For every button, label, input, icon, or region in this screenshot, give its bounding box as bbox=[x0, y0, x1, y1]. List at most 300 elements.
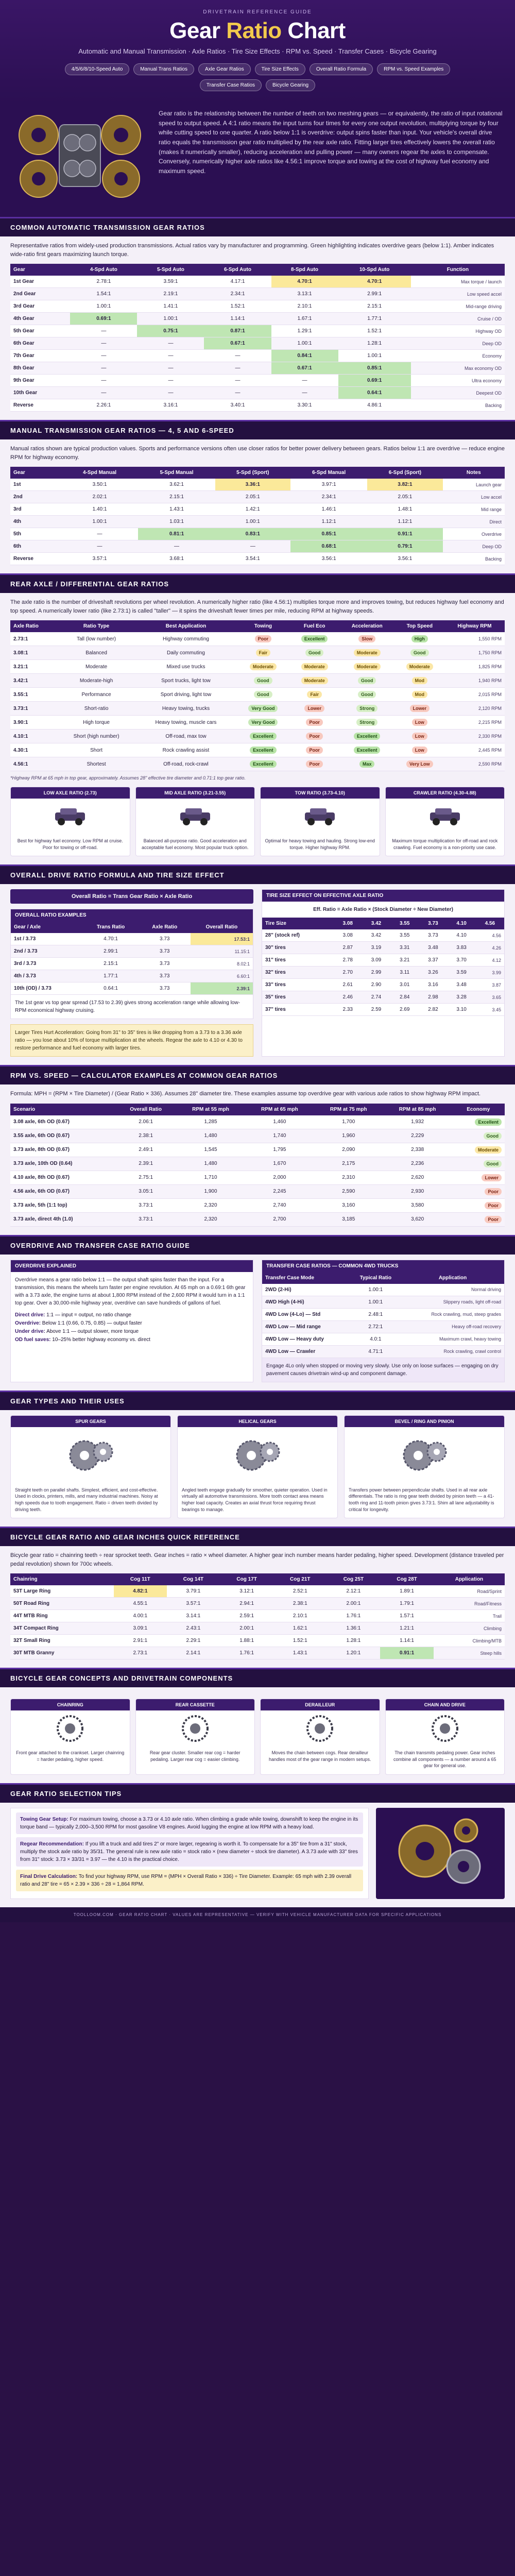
table-cell: 0.68:1 bbox=[290, 540, 367, 553]
column-header: 4.10 bbox=[448, 918, 476, 929]
table-cell: 44T MTB Ring bbox=[10, 1610, 114, 1622]
table-cell: 3.36:1 bbox=[215, 479, 290, 491]
table-cell: 2.12:1 bbox=[327, 1585, 381, 1598]
table-cell bbox=[236, 743, 290, 757]
table-cell bbox=[452, 1171, 505, 1184]
table-cell: Cruise / OD bbox=[411, 313, 505, 325]
table-cell: 1,545 bbox=[176, 1143, 245, 1157]
table-cell: — bbox=[137, 362, 204, 375]
table-cell: 2.49:1 bbox=[115, 1143, 176, 1157]
table-cell: 6.60:1 bbox=[191, 970, 253, 982]
table-cell: — bbox=[61, 528, 138, 540]
table-cell: 1,960 bbox=[314, 1129, 383, 1143]
concept-cards bbox=[10, 1699, 505, 1775]
table-cell: 2,015 RPM bbox=[444, 688, 505, 702]
table-cell: 1.21:1 bbox=[380, 1622, 434, 1635]
table-row bbox=[10, 276, 505, 288]
table-cell: 1,795 bbox=[245, 1143, 314, 1157]
table-cell: 1.28:1 bbox=[327, 1635, 381, 1647]
table-cell: 3.90:1 bbox=[10, 716, 57, 730]
table-cell: 2,338 bbox=[383, 1143, 452, 1157]
table-cell: 2,320 bbox=[176, 1198, 245, 1212]
column-header: Cog 11T bbox=[114, 1573, 167, 1585]
table-row bbox=[262, 1296, 504, 1308]
table-cell: 4.0:1 bbox=[350, 1333, 402, 1345]
table-row bbox=[10, 503, 505, 516]
table-cell: 1,480 bbox=[176, 1157, 245, 1171]
concept-text: Moves the chain between cogs. Rear derailleur handles most of the gear range in modern setups. bbox=[268, 1750, 371, 1762]
table-cell: 0.91:1 bbox=[367, 528, 442, 540]
table-cell: 3.65 bbox=[476, 991, 504, 1004]
table-cell: 17.53:1 bbox=[191, 933, 253, 945]
table-row bbox=[11, 933, 253, 945]
table-cell bbox=[290, 757, 339, 771]
concepts-section bbox=[0, 1687, 515, 1783]
table-cell: 2,740 bbox=[245, 1198, 314, 1212]
axle-description: The axle ratio is the number of driveshaft revolutions per wheel revolution. A numerically higher ratio (like 4.56:1) multiplies torque more and improves towing, but reduces highway fuel economy and top speed. A numerically lower ratio (like 2.73:1) is called "taller" — it spins the driveshaft fewer times per mile, reducing RPM at highway speeds. bbox=[10, 599, 504, 614]
table-cell: 30T MTB Granny bbox=[10, 1647, 114, 1659]
rating-pill: Moderate bbox=[406, 663, 433, 670]
table-cell: 1.42:1 bbox=[215, 503, 290, 516]
bevel-gear-icon bbox=[345, 1427, 504, 1484]
manual-description: Manual ratios shown are typical production values. Sports and performance versions often use closer ratios for better power delivery between gears. Ratios below 1:1 are overdrive — reduce engine RPM for highway economy. bbox=[10, 446, 505, 461]
table-cell: 2.70 bbox=[334, 967, 362, 979]
table-cell: 3.57:1 bbox=[61, 553, 138, 565]
topic-chip[interactable]: Manual Trans Ratios bbox=[133, 63, 194, 75]
table-cell: 1.43:1 bbox=[273, 1647, 327, 1659]
table-cell: 2,330 RPM bbox=[444, 730, 505, 743]
table-cell: 4.56 axle, 6th OD (0.67) bbox=[10, 1184, 115, 1198]
table-cell: 3,620 bbox=[383, 1212, 452, 1226]
table-cell: 3.11 bbox=[390, 967, 419, 979]
larger-tires-callout: Larger Tires Hurt Acceleration: Going from 31" to 35" tires is like dropping from a 3.73 to a 3.36 axle ratio — you lose about 10% of torque multiplication at the wheels. Regear the axle to 4.10 or 4.30 to restore performance and fuel economy with larger tires. bbox=[10, 1024, 253, 1057]
table-cell: 1.00:1 bbox=[271, 337, 338, 350]
rating-pill: Good bbox=[254, 677, 272, 684]
table-cell bbox=[452, 1157, 505, 1171]
rating-pill: Poor bbox=[485, 1216, 502, 1223]
table-cell: 32" tires bbox=[262, 967, 334, 979]
table-cell: Road/Sprint bbox=[434, 1585, 505, 1598]
axle-card-title: TOW RATIO (3.73-4.10) bbox=[261, 787, 380, 799]
table-cell: 2.10:1 bbox=[271, 300, 338, 313]
table-cell: 1.29:1 bbox=[271, 325, 338, 337]
table-cell: 1.43:1 bbox=[138, 503, 215, 516]
table-cell: 0.64:1 bbox=[338, 387, 411, 399]
table-cell: 3.09 bbox=[362, 954, 390, 967]
overdrive-item-text: Below 1:1 (0.66, 0.75, 0.85) — output faster bbox=[41, 1320, 142, 1326]
table-cell: 0.81:1 bbox=[138, 528, 215, 540]
table-row bbox=[262, 1284, 504, 1296]
table-cell: 1.62:1 bbox=[273, 1622, 327, 1635]
table-cell: 3.56:1 bbox=[290, 553, 367, 565]
axle-card-text: Best for highway fuel economy. Low RPM at cruise. Poor for towing or off-road. bbox=[17, 838, 123, 850]
table-cell: 2nd bbox=[10, 491, 61, 503]
table-cell: Sport trucks, light tow bbox=[135, 674, 236, 688]
table-row bbox=[262, 1345, 504, 1358]
table-cell: 1.03:1 bbox=[138, 516, 215, 528]
table-cell: 2.46 bbox=[334, 991, 362, 1004]
table-row bbox=[10, 646, 505, 660]
column-header: Application bbox=[434, 1573, 505, 1585]
table-cell: Rock crawling, crawl control bbox=[401, 1345, 504, 1358]
tip-text: To find your highway RPM, use RPM = (MPH × Overall Ratio × 336) ÷ Tire Diameter. Example: 65 mph with 2.39 overall ratio and 28" tire = 65 × 2.39 × 336 ÷ 28 = 1,864 RPM. bbox=[20, 1874, 352, 1888]
table-cell: 4.26 bbox=[476, 942, 504, 954]
overdrive-item-label: Overdrive: bbox=[15, 1320, 41, 1326]
table-cell: 1.46:1 bbox=[290, 503, 367, 516]
table-cell: Low speed accel bbox=[411, 288, 505, 300]
column-header: Tire Size bbox=[262, 918, 334, 929]
table-row bbox=[262, 967, 504, 979]
overall-examples-box bbox=[10, 909, 253, 1019]
selection-tip bbox=[16, 1812, 363, 1834]
table-cell: 9th Gear bbox=[10, 375, 70, 387]
table-cell: 0.67:1 bbox=[271, 362, 338, 375]
table-cell: — bbox=[204, 362, 271, 375]
table-row bbox=[10, 491, 505, 503]
table-cell: — bbox=[204, 350, 271, 362]
axle-card bbox=[10, 787, 130, 856]
column-header: RPM at 65 mph bbox=[245, 1104, 314, 1115]
topic-chip[interactable]: RPM vs. Speed Examples bbox=[377, 63, 450, 75]
table-cell: 2.00:1 bbox=[327, 1598, 381, 1610]
gear-type-card bbox=[10, 1415, 171, 1518]
rating-pill: Excellent bbox=[354, 733, 381, 740]
rating-pill: Strong bbox=[356, 705, 377, 712]
table-cell: 0.85:1 bbox=[290, 528, 367, 540]
table-row bbox=[10, 528, 505, 540]
table-row bbox=[10, 688, 505, 702]
table-cell: — bbox=[70, 375, 137, 387]
table-cell: 1.00:1 bbox=[61, 516, 138, 528]
table-cell: Moderate-high bbox=[57, 674, 135, 688]
table-cell: 2.99 bbox=[362, 967, 390, 979]
table-header-row bbox=[10, 467, 505, 479]
table-cell: 3.73 axle, 5th (1:1 top) bbox=[10, 1198, 115, 1212]
table-cell: Low accel bbox=[443, 491, 505, 503]
table-cell: 2.82 bbox=[419, 1004, 447, 1016]
table-cell: Backing bbox=[443, 553, 505, 565]
table-cell: — bbox=[137, 337, 204, 350]
table-cell: 3.19 bbox=[362, 942, 390, 954]
axle-card-text: Balanced all-purpose ratio. Good acceleration and acceptable fuel economy. Most popular truck option. bbox=[142, 838, 249, 850]
column-header: Acceleration bbox=[339, 620, 395, 632]
table-cell: 2.99:1 bbox=[338, 288, 411, 300]
table-cell: 2.06:1 bbox=[115, 1115, 176, 1129]
table-cell: 2.94:1 bbox=[220, 1598, 273, 1610]
table-cell: 2.39:1 bbox=[115, 1157, 176, 1171]
table-cell: 2.61 bbox=[334, 979, 362, 991]
table-cell: 1,932 bbox=[383, 1115, 452, 1129]
table-cell: 3.12:1 bbox=[220, 1585, 273, 1598]
table-cell: 3.97:1 bbox=[290, 479, 367, 491]
table-cell: 4.82:1 bbox=[114, 1585, 167, 1598]
overdrive-item bbox=[15, 1328, 249, 1336]
table-cell bbox=[395, 743, 444, 757]
table-row bbox=[10, 1129, 505, 1143]
table-row bbox=[10, 1115, 505, 1129]
axle-ratio-table bbox=[10, 620, 505, 771]
table-cell: 2.29:1 bbox=[167, 1635, 220, 1647]
table-cell: 2,175 bbox=[314, 1157, 383, 1171]
table-cell: 1.40:1 bbox=[61, 503, 138, 516]
chainring-icon bbox=[11, 1710, 130, 1747]
table-cell bbox=[236, 674, 290, 688]
transfer-case-table bbox=[262, 1272, 504, 1358]
topic-chip[interactable]: Tire Size Effects bbox=[255, 63, 305, 75]
table-row bbox=[10, 1184, 505, 1198]
table-cell: 3rd / 3.73 bbox=[11, 958, 82, 970]
table-cell: 3.87 bbox=[476, 979, 504, 991]
topic-chip[interactable]: Axle Gear Ratios bbox=[198, 63, 251, 75]
table-cell: Heavy off-road recovery bbox=[401, 1320, 504, 1333]
table-cell: 4WD Low (4-Lo) — Std bbox=[262, 1308, 350, 1320]
table-cell bbox=[236, 730, 290, 743]
table-cell bbox=[395, 660, 444, 674]
table-row bbox=[262, 954, 504, 967]
table-cell: 5th bbox=[10, 528, 61, 540]
table-cell bbox=[290, 702, 339, 716]
sedan-icon bbox=[11, 799, 130, 835]
table-cell: 2,120 RPM bbox=[444, 702, 505, 716]
rating-pill: Very Good bbox=[248, 719, 278, 726]
table-cell: 3.99 bbox=[476, 967, 504, 979]
table-row bbox=[10, 743, 505, 757]
topic-chips bbox=[10, 63, 505, 91]
table-cell: 3.73 bbox=[139, 933, 191, 945]
page-title bbox=[10, 18, 505, 44]
table-cell: 1,670 bbox=[245, 1157, 314, 1171]
table-cell: 3.82:1 bbox=[367, 479, 442, 491]
axle-note: *Highway RPM at 65 mph in top gear, approximately. Assumes 28" effective tire diameter and 0.71:1 top gear ratio. bbox=[10, 775, 246, 781]
table-cell: 4.10 bbox=[448, 929, 476, 942]
column-header: Overall Ratio bbox=[115, 1104, 176, 1115]
table-cell bbox=[236, 660, 290, 674]
table-row bbox=[10, 716, 505, 730]
rating-pill: Good bbox=[254, 691, 272, 698]
table-cell bbox=[290, 716, 339, 730]
axle-card-text: Maximum torque multiplication for off-road and rock crawling. Fuel economy is a non-priority use case. bbox=[392, 838, 498, 850]
table-cell: 0.84:1 bbox=[271, 350, 338, 362]
table-cell: Daily commuting bbox=[135, 646, 236, 660]
auto-section bbox=[0, 236, 515, 420]
overdrive-item-text: 1:1 — input = output, no ratio change bbox=[45, 1312, 131, 1318]
table-cell: 3.83 bbox=[448, 942, 476, 954]
table-cell bbox=[452, 1129, 505, 1143]
table-cell: 1.48:1 bbox=[367, 503, 442, 516]
table-cell: 0.67:1 bbox=[204, 337, 271, 350]
table-cell: 2.52:1 bbox=[273, 1585, 327, 1598]
table-cell: 37" tires bbox=[262, 1004, 334, 1016]
axle-card-title: MID AXLE RATIO (3.21-3.55) bbox=[136, 787, 255, 799]
table-row bbox=[10, 337, 505, 350]
axle-card bbox=[135, 787, 255, 856]
overdrive-item-text: Above 1:1 — output slower, more torque bbox=[45, 1328, 139, 1334]
table-cell: 35" tires bbox=[262, 991, 334, 1004]
column-header: Axle Ratio bbox=[139, 921, 191, 933]
topic-chip[interactable]: Transfer Case Ratios bbox=[200, 79, 262, 91]
column-header: Axle Ratio bbox=[10, 620, 57, 632]
overall-section bbox=[0, 884, 515, 1065]
topic-chip[interactable]: Bicycle Gearing bbox=[266, 79, 315, 91]
table-cell: 3.48 bbox=[448, 979, 476, 991]
rpm-section bbox=[0, 1084, 515, 1235]
table-cell: 2WD (2-Hi) bbox=[262, 1284, 350, 1296]
subtitle: Automatic and Manual Transmission · Axle Ratios · Tire Size Effects · RPM vs. Speed · Transfer Cases · Bicycle Gearing bbox=[78, 47, 437, 55]
table-cell: 2,000 bbox=[245, 1171, 314, 1184]
table-cell: 2,320 bbox=[176, 1212, 245, 1226]
selection-section bbox=[0, 1803, 515, 1907]
table-row bbox=[10, 1171, 505, 1184]
column-header: Economy bbox=[452, 1104, 505, 1115]
manual-ratio-table bbox=[10, 467, 505, 565]
column-header: Typical Ratio bbox=[350, 1272, 402, 1284]
table-cell: 2,090 bbox=[314, 1143, 383, 1157]
rating-pill: Low bbox=[412, 719, 427, 726]
table-cell: 3.73 axle, direct 4th (1.0) bbox=[10, 1212, 115, 1226]
rating-pill: Excellent bbox=[475, 1118, 502, 1126]
column-header: 3.55 bbox=[390, 918, 419, 929]
gears-illustration-icon bbox=[389, 1810, 492, 1897]
table-cell: 1.00:1 bbox=[215, 516, 290, 528]
table-cell: 1.00:1 bbox=[137, 313, 204, 325]
table-cell bbox=[339, 743, 395, 757]
column-header: Cog 14T bbox=[167, 1573, 220, 1585]
table-cell: 1.12:1 bbox=[290, 516, 367, 528]
overdrive-item-label: OD fuel saves: bbox=[15, 1336, 51, 1343]
table-cell: 4.30:1 bbox=[10, 743, 57, 757]
table-cell: Normal driving bbox=[401, 1284, 504, 1296]
table-cell: 2,930 bbox=[383, 1184, 452, 1198]
topic-chip[interactable]: 4/5/6/8/10-Speed Auto bbox=[65, 63, 130, 75]
table-cell: 3.73 bbox=[139, 958, 191, 970]
table-cell: Off-road, max tow bbox=[135, 730, 236, 743]
rpm-description: Formula: MPH = (RPM × Tire Diameter) / (Gear Ratio × 336). Assumes 28" diameter tire. These examples assume top overdrive gear with various axle ratios to show highway RPM impact. bbox=[10, 1091, 481, 1097]
table-row bbox=[262, 942, 504, 954]
concept-card bbox=[260, 1699, 380, 1775]
table-cell: 4.10:1 bbox=[10, 730, 57, 743]
table-cell bbox=[339, 660, 395, 674]
auto-section-heading: COMMON AUTOMATIC TRANSMISSION GEAR RATIOS bbox=[0, 217, 515, 236]
table-cell: 1st / 3.73 bbox=[11, 933, 82, 945]
table-row bbox=[10, 375, 505, 387]
table-cell bbox=[339, 730, 395, 743]
table-cell: 4.71:1 bbox=[350, 1345, 402, 1358]
table-cell: 2,590 RPM bbox=[444, 757, 505, 771]
column-header: 8-Spd Auto bbox=[271, 264, 338, 276]
overdrive-item-label: Direct drive: bbox=[15, 1312, 45, 1318]
bicycle-ratio-table bbox=[10, 1573, 505, 1659]
table-cell: 2.15:1 bbox=[82, 958, 139, 970]
table-cell: Rock crawling assist bbox=[135, 743, 236, 757]
table-cell: 1.77:1 bbox=[338, 313, 411, 325]
column-header: Cog 28T bbox=[380, 1573, 434, 1585]
table-cell: 4th / 3.73 bbox=[11, 970, 82, 982]
gear-type-title: HELICAL GEARS bbox=[178, 1416, 337, 1427]
table-cell: 1.76:1 bbox=[327, 1610, 381, 1622]
table-cell: 1.88:1 bbox=[220, 1635, 273, 1647]
column-header: Highway RPM bbox=[444, 620, 505, 632]
column-header: Transfer Case Mode bbox=[262, 1272, 350, 1284]
table-cell: 8.02:1 bbox=[191, 958, 253, 970]
bicycle-description: Bicycle gear ratio = chainring teeth ÷ rear sprocket teeth. Gear inches = ratio × wheel diameter. A higher gear inch number means harder pedaling, higher speed. Development (distance traveled per pedal revolution) shown for 700c wheels. bbox=[10, 1552, 504, 1567]
topic-chip[interactable]: Overall Ratio Formula bbox=[310, 63, 373, 75]
table-cell: 2.78 bbox=[334, 954, 362, 967]
column-header: 4.56 bbox=[476, 918, 504, 929]
table-cell: 2.00:1 bbox=[220, 1622, 273, 1635]
table-cell: 28" (stock ref) bbox=[262, 929, 334, 942]
table-cell: 2.99:1 bbox=[82, 945, 139, 958]
table-cell: 4.55:1 bbox=[114, 1598, 167, 1610]
axle-card-title: LOW AXLE RATIO (2.73) bbox=[11, 787, 130, 799]
table-cell: 31" tires bbox=[262, 954, 334, 967]
table-cell: 4.70:1 bbox=[271, 276, 338, 288]
table-cell: — bbox=[204, 375, 271, 387]
rating-pill: Poor bbox=[306, 747, 323, 754]
table-row bbox=[262, 1004, 504, 1016]
table-cell bbox=[395, 757, 444, 771]
table-cell: 1.00:1 bbox=[70, 300, 137, 313]
table-cell: 3,580 bbox=[383, 1198, 452, 1212]
table-cell: Trail bbox=[434, 1610, 505, 1622]
table-row bbox=[262, 979, 504, 991]
table-cell: 3.10 bbox=[448, 1004, 476, 1016]
table-cell: 3.13:1 bbox=[271, 288, 338, 300]
table-cell: 1.76:1 bbox=[220, 1647, 273, 1659]
table-cell: 3.48 bbox=[419, 942, 447, 954]
table-row bbox=[10, 362, 505, 375]
title-part-a: Gear bbox=[169, 18, 220, 43]
table-row bbox=[10, 399, 505, 412]
rating-pill: Moderate bbox=[301, 663, 328, 670]
table-cell: 3.68:1 bbox=[138, 553, 215, 565]
table-cell: Deepest OD bbox=[411, 387, 505, 399]
rating-pill: Poor bbox=[306, 760, 323, 768]
column-header: Application bbox=[401, 1272, 504, 1284]
table-cell: Deep OD bbox=[443, 540, 505, 553]
table-cell: 2,700 bbox=[245, 1212, 314, 1226]
column-header: RPM at 55 mph bbox=[176, 1104, 245, 1115]
table-cell: 3.73:1 bbox=[10, 702, 57, 716]
table-cell: 33" tires bbox=[262, 979, 334, 991]
overdrive-item bbox=[15, 1319, 249, 1328]
table-cell: 3.21:1 bbox=[10, 660, 57, 674]
table-cell: 4th Gear bbox=[10, 313, 70, 325]
table-row bbox=[10, 1647, 505, 1659]
table-row bbox=[10, 288, 505, 300]
table-cell bbox=[452, 1143, 505, 1157]
table-cell bbox=[339, 757, 395, 771]
bicycle-section bbox=[0, 1546, 515, 1668]
table-cell: 2.34:1 bbox=[290, 491, 367, 503]
table-cell: 3.73 bbox=[419, 929, 447, 942]
rating-pill: High bbox=[411, 635, 428, 642]
table-cell: — bbox=[70, 325, 137, 337]
column-header: 3.73 bbox=[419, 918, 447, 929]
table-cell: 2.73:1 bbox=[114, 1647, 167, 1659]
table-cell: 2.15:1 bbox=[138, 491, 215, 503]
table-row bbox=[10, 387, 505, 399]
concept-card bbox=[385, 1699, 505, 1775]
auto-description: Representative ratios from widely-used production transmissions. Actual ratios vary by manufacturer and programming. Green highlighting indicates overdrive gears (below 1:1). Amber indicates wide-ratio first gears maximizing launch torque. bbox=[10, 243, 494, 258]
table-cell bbox=[290, 646, 339, 660]
table-cell: 2.59 bbox=[362, 1004, 390, 1016]
table-cell: 1.79:1 bbox=[380, 1598, 434, 1610]
table-cell: — bbox=[271, 387, 338, 399]
table-cell: 4WD Low — Crawler bbox=[262, 1345, 350, 1358]
table-cell: Road/Fitness bbox=[434, 1598, 505, 1610]
axle-section-heading: REAR AXLE / DIFFERENTIAL GEAR RATIOS bbox=[0, 573, 515, 593]
column-header: Cog 17T bbox=[220, 1573, 273, 1585]
